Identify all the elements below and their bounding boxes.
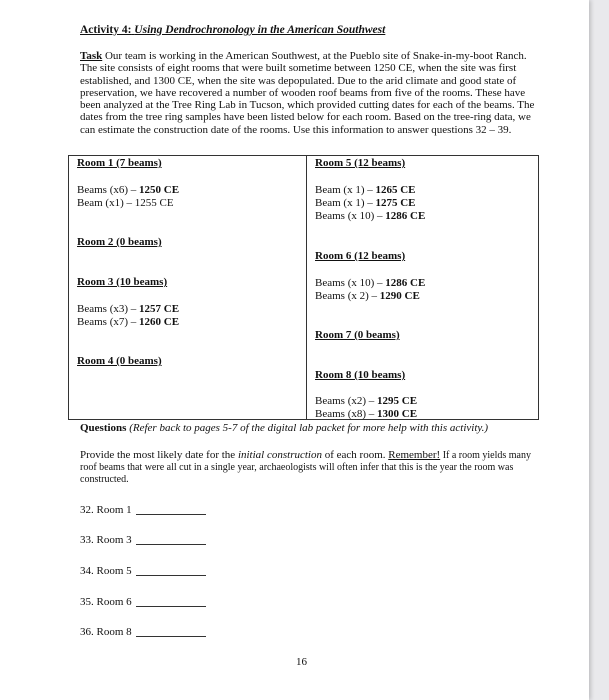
- room-1-beam-1: Beams (x6) – 1250 CE: [77, 184, 180, 196]
- table-divider: [306, 156, 307, 419]
- answer-blank-33[interactable]: [136, 543, 206, 545]
- room-6-beam-2: Beams (x 2) – 1290 CE: [315, 290, 420, 302]
- room-8-title: Room 8 (10 beams): [315, 369, 406, 381]
- answer-blank-32[interactable]: [136, 513, 206, 515]
- question-34: 34. Room 5: [80, 565, 206, 577]
- answer-blank-34[interactable]: [136, 574, 206, 576]
- questions-instructions: Provide the most likely date for the initial construction of each room. Remember! If a room yields many roof beams that were all cut in a single year, archaeologists will often infer that this is the year the room was constructed.: [80, 449, 531, 486]
- question-32: 32. Room 1: [80, 504, 206, 516]
- task-text: Our team is working in the American Southwest, at the Pueblo site of Snake-in-my-boot Ranch. The site consists of eight rooms that were built sometime between 1250 CE, when the site was first established, and 1300 CE, when the site was depopulated. Due to the arid climate and good state of preservation, we have recovered a number of wooden roof beams from five of the rooms. These have been analyzed at the Tree Ring Lab in Tucson, which provided cutting dates for each of the beams. The dates from the tree ring samples have been listed below for each room. Based on the tree-ring data, we can estimate the construction date of the rooms. Use this information to answer questions 32 – 39.: [80, 50, 535, 136]
- room-2-title: Room 2 (0 beams): [77, 236, 162, 248]
- questions-heading: Questions (Refer back to pages 5-7 of the digital lab packet for more help with this activity.): [80, 422, 489, 434]
- room-1-beam-2: Beam (x1) – 1255 CE: [77, 197, 174, 209]
- activity-title: Activity 4: Using Dendrochronology in the American Southwest: [80, 24, 386, 36]
- room-6-beam-1: Beams (x 10) – 1286 CE: [315, 277, 426, 289]
- answer-blank-35[interactable]: [136, 605, 206, 607]
- room-8-beam-1: Beams (x2) – 1295 CE: [315, 395, 418, 407]
- room-3-title: Room 3 (10 beams): [77, 276, 168, 288]
- room-5-beam-1: Beam (x 1) – 1265 CE: [315, 184, 416, 196]
- room-1-title: Room 1 (7 beams): [77, 157, 162, 169]
- question-36: 36. Room 8: [80, 626, 206, 638]
- room-5-beam-3: Beams (x 10) – 1286 CE: [315, 210, 426, 222]
- room-3-beam-2: Beams (x7) – 1260 CE: [77, 316, 180, 328]
- room-4-title: Room 4 (0 beams): [77, 355, 162, 367]
- room-5-title: Room 5 (12 beams): [315, 157, 406, 169]
- question-35: 35. Room 6: [80, 596, 206, 608]
- task-label: Task: [80, 50, 103, 62]
- question-33: 33. Room 3: [80, 534, 206, 546]
- room-7-title: Room 7 (0 beams): [315, 329, 400, 341]
- answer-blank-36[interactable]: [136, 635, 206, 637]
- room-8-beam-2: Beams (x8) – 1300 CE: [315, 408, 418, 420]
- task-paragraph: [80, 50, 535, 136]
- room-table: [68, 155, 539, 420]
- room-6-title: Room 6 (12 beams): [315, 250, 406, 262]
- room-5-beam-2: Beam (x 1) – 1275 CE: [315, 197, 416, 209]
- page-number: 16: [296, 656, 307, 668]
- room-3-beam-1: Beams (x3) – 1257 CE: [77, 303, 180, 315]
